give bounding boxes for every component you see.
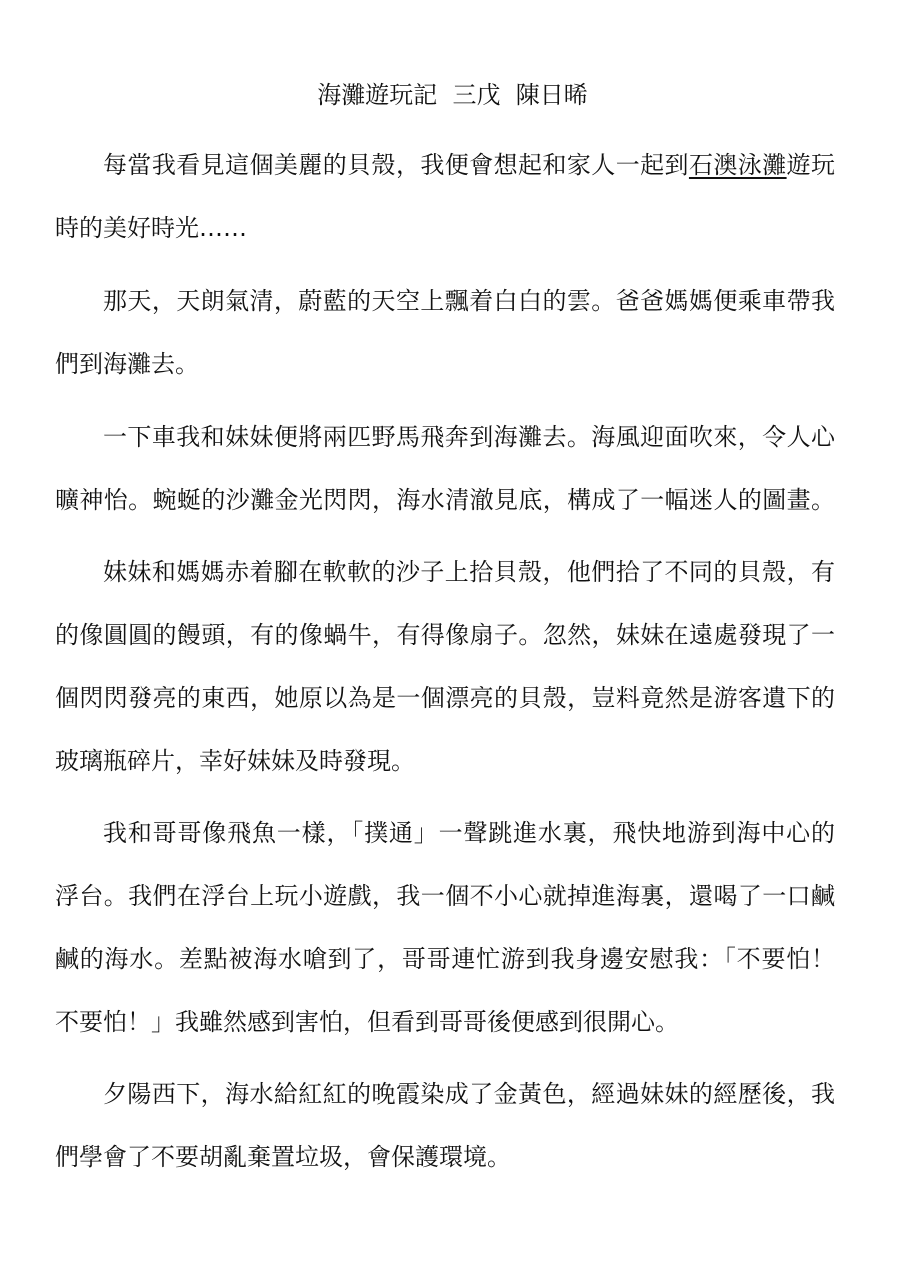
- text-segment: 每當我看見這個美麗的貝殼，我便會想起和家人一起到: [103, 151, 689, 179]
- document-title: 海灘遊玩記 三戊 陳日晞: [317, 81, 588, 109]
- place-name-underlined: 石澳泳灘: [688, 151, 787, 179]
- paragraph-3-line-1: 一下車我和妹妹便將兩匹野馬飛奔到海灘去。海風迎面吹來，令人心: [103, 423, 835, 451]
- paragraph-4-line-2: 的像圓圓的饅頭，有的像蝸牛，有得像扇子。忽然，妹妹在遠處發現了一: [55, 621, 835, 649]
- paragraph-5-line-1: 我和哥哥像飛魚一樣，「撲通」一聲跳進水裏，飛快地游到海中心的: [103, 819, 835, 847]
- text-segment: 遊玩: [786, 151, 836, 179]
- paragraph-5-line-4: 不要怕！」我雖然感到害怕，但看到哥哥後便感到很開心。: [55, 1008, 679, 1036]
- paragraph-4-line-3: 個閃閃發亮的東西，她原以為是一個漂亮的貝殼，豈料竟然是游客遺下的: [55, 684, 835, 712]
- paragraph-1-line-2: 時的美好時光……: [55, 214, 247, 242]
- paragraph-1-line-1: [55, 148, 835, 182]
- paragraph-2-line-1: 那天，天朗氣清，蔚藍的天空上飄着白白的雲。爸爸媽媽便乘車帶我: [103, 287, 835, 315]
- paragraph-5-line-3: 鹹的海水。差點被海水嗆到了，哥哥連忙游到我身邊安慰我：「不要怕！: [55, 945, 835, 973]
- paragraph-6-line-2: 們學會了不要胡亂棄置垃圾，會保護環境。: [55, 1143, 511, 1171]
- paragraph-3-line-2: 曠神怡。蜿蜒的沙灘金光閃閃，海水清澈見底，構成了一幅迷人的圖畫。: [55, 486, 835, 514]
- paragraph-4-line-1: 妹妹和媽媽赤着腳在軟軟的沙子上拾貝殼，他們拾了不同的貝殼，有: [103, 558, 835, 586]
- paragraph-5-line-2: 浮台。我們在浮台上玩小遊戲，我一個不小心就掉進海裏，還喝了一口鹹: [55, 882, 835, 910]
- paragraph-4-line-4: 玻璃瓶碎片，幸好妹妹及時發現。: [55, 747, 415, 775]
- paragraph-2-line-2: 們到海灘去。: [55, 350, 199, 378]
- paragraph-6-line-1: 夕陽西下，海水給紅紅的晚霞染成了金黃色，經過妹妹的經歷後，我: [103, 1080, 835, 1108]
